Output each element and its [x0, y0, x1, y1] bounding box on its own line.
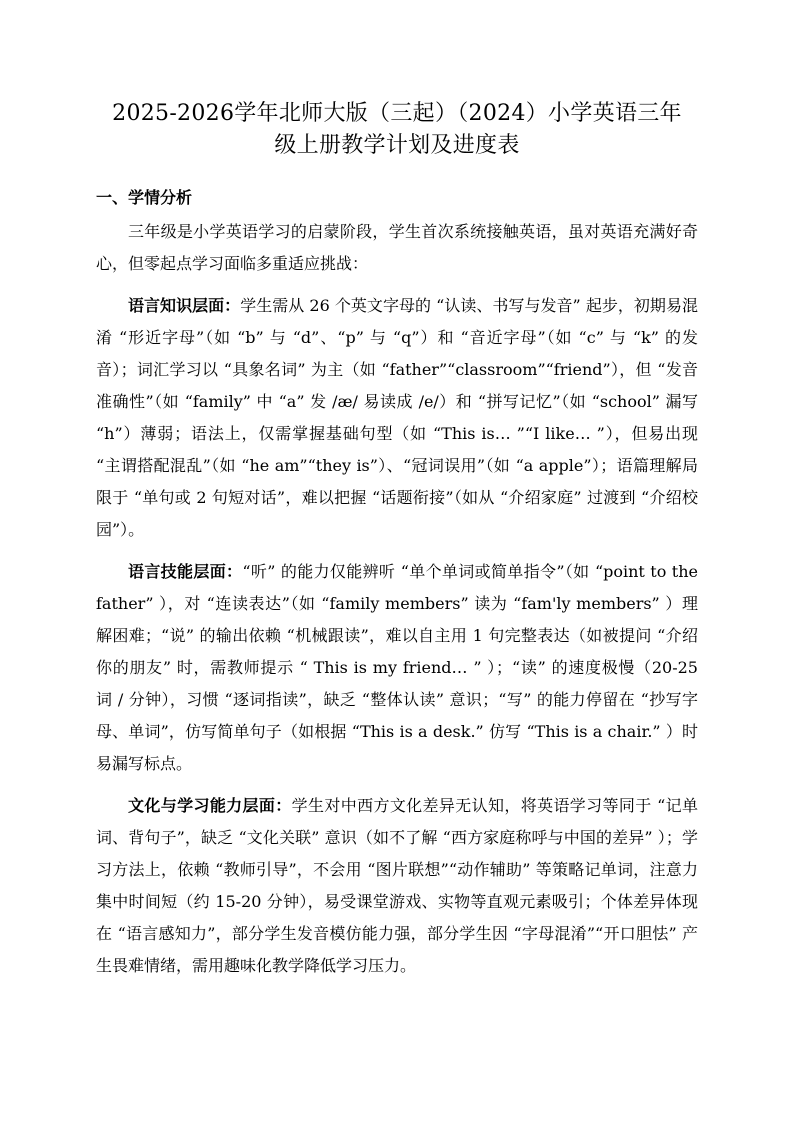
paragraph-body-language-skills: “听” 的能力仅能辨听 “单个单词或简单指令”（如 “point to the father” ），对 “连读表达”（如 “family members” 读为 “fam'ly members” ）理解困难；“说” 的输出依赖 “机械跟读”，难以自主用 1 句完整表达（如被提问 “介绍你的朋友” 时，需教师提示 “ This is my friend… ” ）；“读” 的速度极慢（20-25 词 / 分钟），习惯 “逐词指读”，缺乏 “整体认读” 意识；“写” 的能力停留在 “抄写字母、单词”，仿写简单句子（如根据 “This is a desk.” 仿写 “This is a chair.” ）时易漏写标点。 — [96, 562, 698, 773]
paragraph-body-language-knowledge: 学生需从 26 个英文字母的 “认读、书写与发音” 起步，初期易混淆 “形近字母”（如 “b” 与 “d”、“p” 与 “q”）和 “音近字母”（如 “c” 与 “k” 的发音）；词汇学习以 “具象名词” 为主（如 “father”“classroom”“friend”），但 “发音准确性”（如 “family” 中 “a” 发 /æ/ 易读成 /e/）和 “拼写记忆”（如 “school” 漏写 “h”）薄弱；语法上，仅需掌握基础句型（如 “This is… ”“I like… ”），但易出现 “主谓搭配混乱”（如 “he am”“they is”）、“冠词误用”（如 “a apple”）；语篇理解局限于 “单句或 2 句短对话”，难以把握 “话题衔接”（如从 “介绍家庭” 过渡到 “介绍校园”）。 — [96, 296, 698, 539]
culture-learning-paragraph — [96, 790, 698, 982]
paragraph-lead-culture-learning: 文化与学习能力层面： — [128, 796, 292, 815]
paragraph-body-culture-learning: 学生对中西方文化差异无认知，将英语学习等同于 “记单词、背句子”，缺乏 “文化关联” 意识（如不了解 “西方家庭称呼与中国的差异” ）；学习方法上，依赖 “教师引导”，不会用 “图片联想”“动作辅助” 等策略记单词，注意力集中时间短（约 15-20 分钟），易受课堂游戏、实物等直观元素吸引；个体差异体现在 “语言感知力”，部分学生发音模仿能力强，部分学生因 “字母混淆”“开口胆怯” 产生畏难情绪，需用趣味化教学降低学习压力。 — [96, 796, 698, 975]
section-heading-learner-analysis: 一、学情分析 — [96, 188, 193, 207]
paragraph-lead-language-knowledge: 语言知识层面： — [128, 296, 241, 315]
document-title — [96, 98, 698, 162]
paragraph-lead-language-skills: 语言技能层面： — [128, 562, 243, 581]
language-knowledge-paragraph — [96, 290, 698, 546]
title-line-1: 2025-2026学年北师大版（三起）（2024）小学英语三年 — [112, 101, 682, 126]
intro-paragraph: 三年级是小学英语学习的启蒙阶段，学生首次系统接触英语，虽对英语充满好奇心，但零起点学习面临多重适应挑战： — [96, 222, 698, 273]
title-line-2: 级上册教学计划及进度表 — [274, 133, 520, 158]
language-skills-paragraph — [96, 556, 698, 780]
